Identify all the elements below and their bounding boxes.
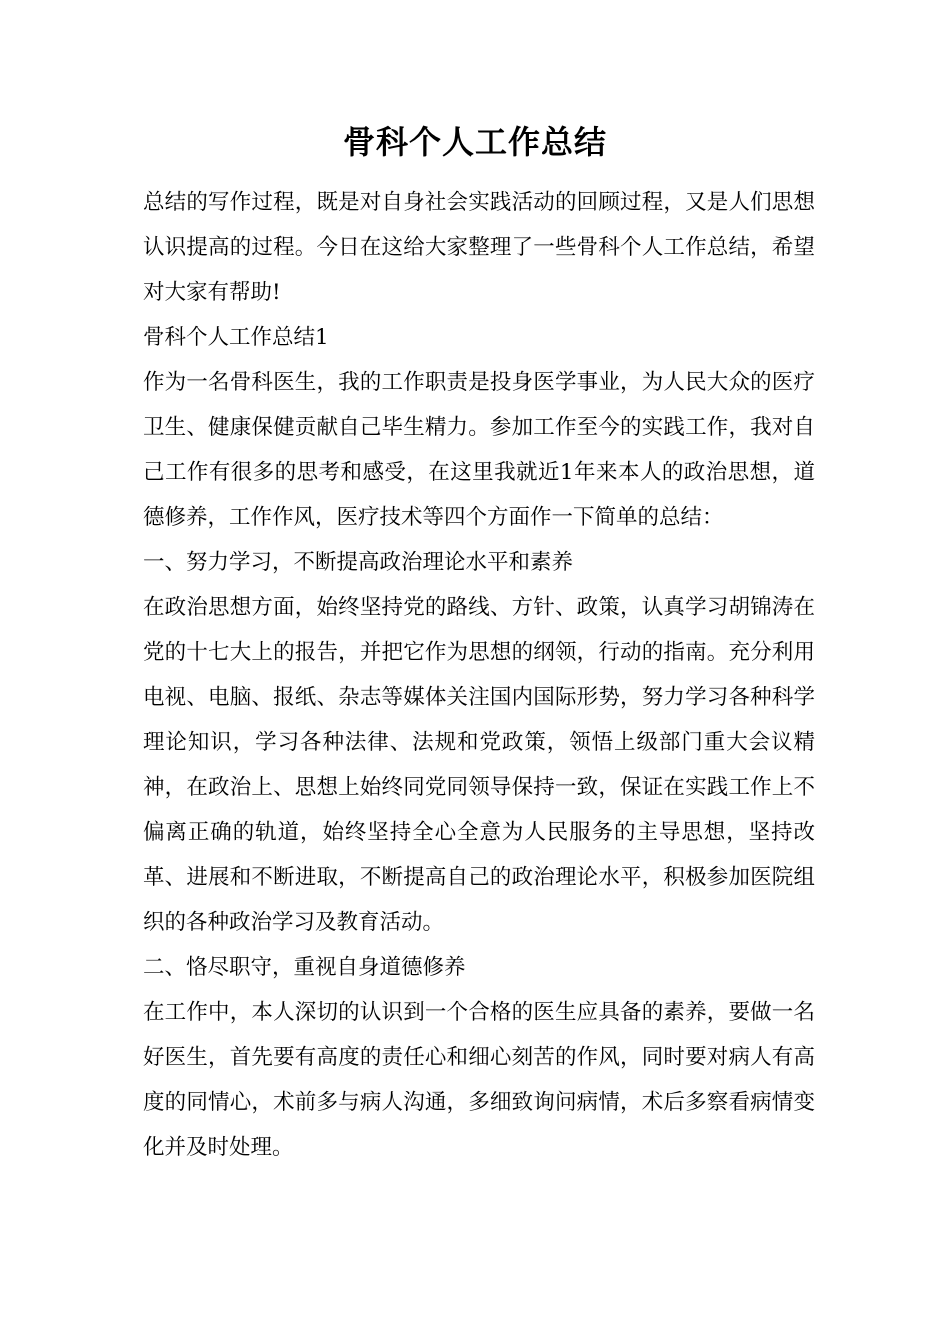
point-one-paragraph: 在政治思想方面，始终坚持党的路线、方针、政策，认真学习胡锦涛在党的十七大上的报告，并把它作为思想的纲领，行动的指南。充分利用电视、电脑、报纸、杂志等媒体关注国内国际形势，努力学习各种科学理论知识，学习各种法律、法规和党政策，领悟上级部门重大会议精神，在政治上、思想上始终同党同领导保持一致，保证在实践工作上不偏离正确的轨道，始终坚持全心全意为人民服务的主导思想，坚持改革、进展和不断进取，不断提高自己的政治理论水平，积极参加医院组织的各种政治学习及教育活动。 xyxy=(143,595,815,935)
document-title: 骨科个人工作总结 xyxy=(342,123,607,161)
intro-paragraph: 总结的写作过程，既是对自身社会实践活动的回顾过程，又是人们思想认识提高的过程。今日在这给大家整理了一些骨科个人工作总结，希望对大家有帮助! xyxy=(143,190,815,305)
point-one-heading: 一、努力学习，不断提高政治理论水平和素养 xyxy=(143,550,574,575)
point-two-heading: 二、恪尽职守，重视自身道德修养 xyxy=(143,955,466,980)
point-two-paragraph: 在工作中，本人深切的认识到一个合格的医生应具备的素养，要做一名好医生，首先要有高度的责任心和细心刻苦的作风，同时要对病人有高度的同情心，术前多与病人沟通，多细致询问病情，术后多察看病情变化并及时处理。 xyxy=(143,1000,815,1160)
section-heading: 骨科个人工作总结1 xyxy=(143,325,329,350)
document-body xyxy=(143,180,815,1170)
section-paragraph: 作为一名骨科医生，我的工作职责是投身医学事业，为人民大众的医疗卫生、健康保健贡献自己毕生精力。参加工作至今的实践工作，我对自己工作有很多的思考和感受，在这里我就近1年来本人的政治思想，道德修养，工作作风，医疗技术等四个方面作一下简单的总结： xyxy=(143,370,815,530)
